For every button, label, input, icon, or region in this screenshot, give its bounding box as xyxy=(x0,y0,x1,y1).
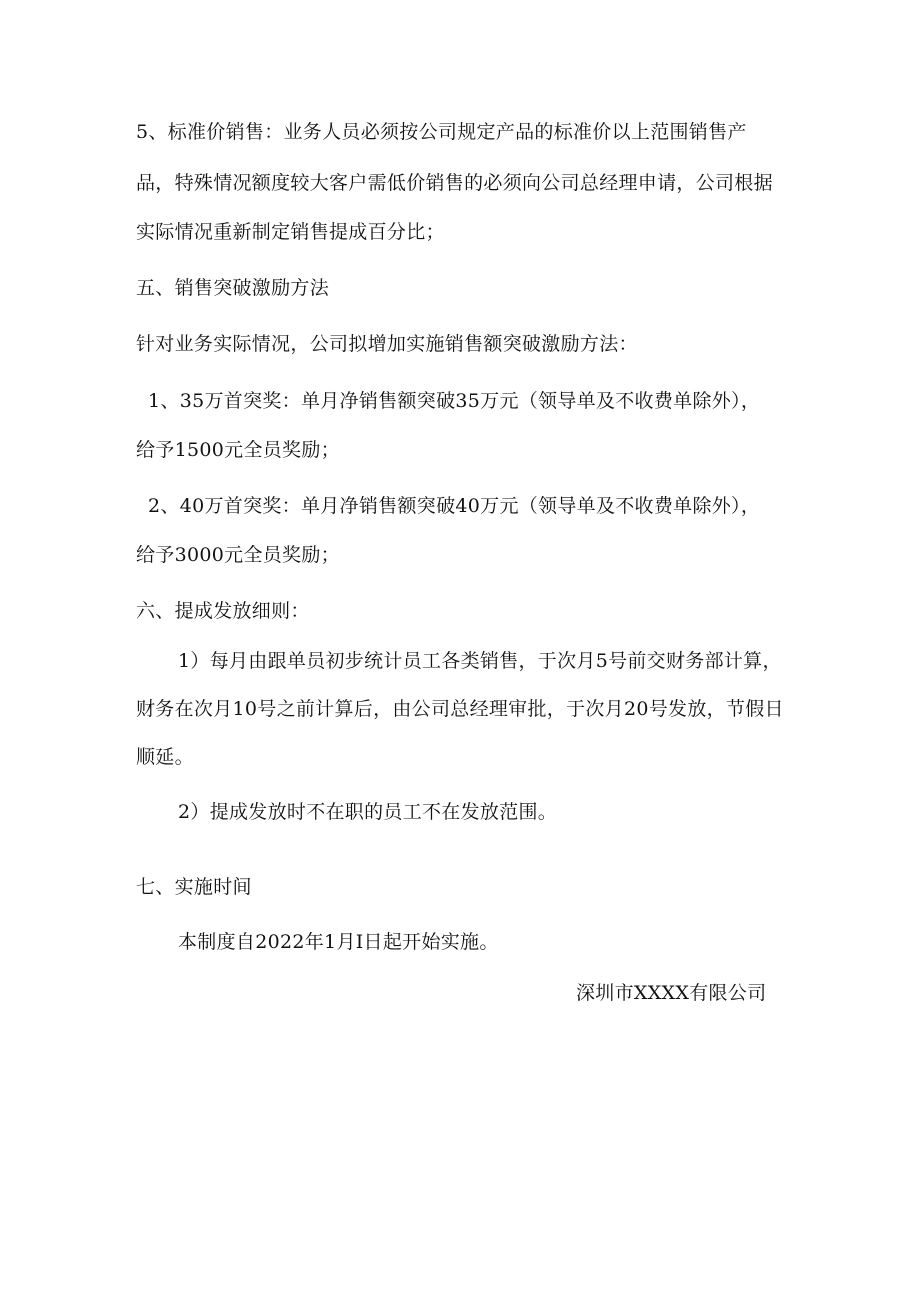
section-heading-commission-rules: 六、提成发放细则： xyxy=(136,600,310,622)
implementation-date: 本制度自2022年1月I日起开始实施。 xyxy=(178,931,499,953)
incentive-intro: 针对业务实际情况，公司拟增加实施销售额突破激励方法： xyxy=(136,333,638,355)
commission-rule-1-line-2: 财务在次月10号之前计算后，由公司总经理审批，于次月20号发放，节假日 xyxy=(136,698,784,720)
incentive-item-2-line-1: 2、40万首突奖：单月净销售额突破40万元（领导单及不收费单除外）， xyxy=(148,495,761,517)
incentive-item-1-line-1: 1、35万首突奖：单月净销售额突破35万元（领导单及不收费单除外）， xyxy=(148,390,761,412)
standard-price-rule-line-1: 5、标准价销售：业务人员必须按公司规定产品的标准价以上范围销售产 xyxy=(136,121,747,143)
commission-rule-1-line-3: 顺延。 xyxy=(136,746,194,768)
incentive-item-1-line-2: 给予1500元全员奖励； xyxy=(136,439,340,461)
standard-price-rule-line-2: 品，特殊情况额度较大客户需低价销售的必须向公司总经理申请，公司根据 xyxy=(136,172,773,194)
section-heading-sales-incentive: 五、销售突破激励方法 xyxy=(136,277,330,299)
standard-price-rule-line-3: 实际情况重新制定销售提成百分比； xyxy=(136,221,445,243)
commission-rule-2: 2）提成发放时不在职的员工不在发放范围。 xyxy=(178,801,558,823)
commission-rule-1-line-1: 1）每月由跟单员初步统计员工各类销售，于次月5号前交财务部计算， xyxy=(178,650,782,672)
section-heading-implementation: 七、实施时间 xyxy=(136,876,252,898)
company-signature: 深圳市XXXX有限公司 xyxy=(576,982,767,1004)
incentive-item-2-line-2: 给予3000元全员奖励； xyxy=(136,544,340,566)
